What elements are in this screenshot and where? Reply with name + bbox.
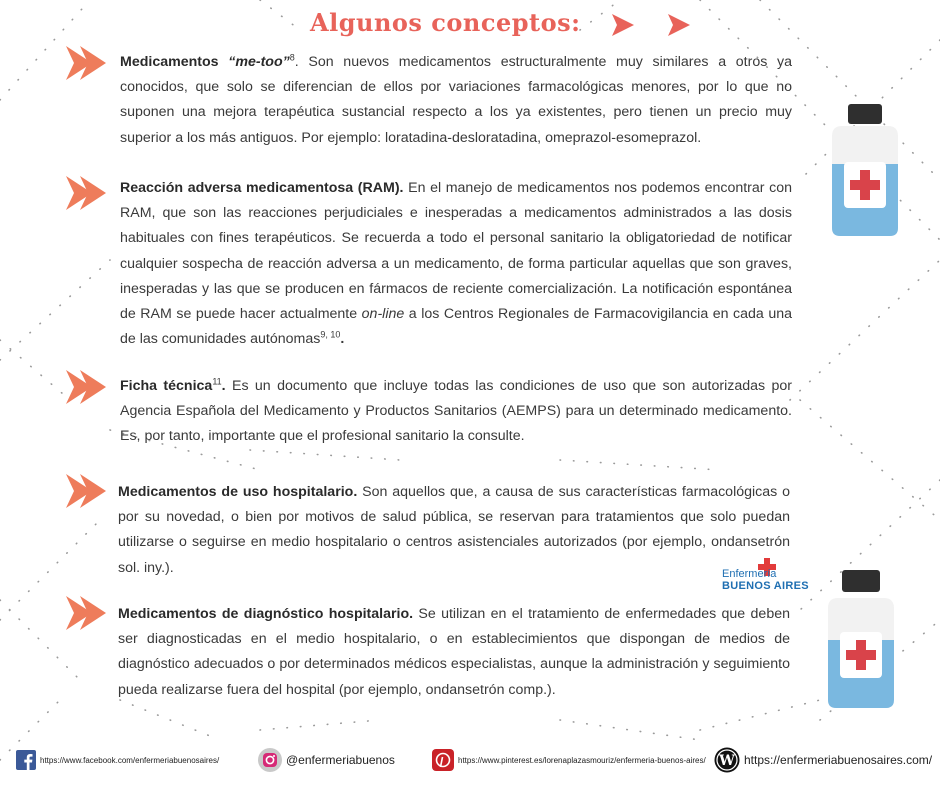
footer	[0, 744, 940, 778]
arrow-bullet-icon	[66, 370, 108, 404]
instagram-icon	[258, 748, 282, 772]
entry-term-italic: “me-too”	[228, 54, 290, 70]
logo-line2: BUENOS AIRES	[722, 580, 809, 592]
pinterest-link[interactable]: https://www.pinterest.es/lorenaplazasmouriz/enfermeria-buenos-aires/	[458, 755, 706, 765]
footer-pinterest[interactable]	[432, 749, 706, 771]
arrow-bullet-icon	[66, 176, 108, 210]
entry-body: Se utilizan en el tratamiento de enfermedades que deben ser diagnosticadas en el medio hospitalario, o en establecimientos que dispongan de medios de diagnóstico adecuados o por determinados médicos especialistas, aunque la administración y seguimiento pueda realizarse fuera del hospital (por ejemplo, ondansetrón comp.).	[118, 606, 790, 698]
entry-term: Medicamentos	[120, 54, 219, 70]
entry-body: . Son nuevos medicamentos estructuralmente muy similares a otros ya conocidos, que solo se diferencian de ellos por variaciones farmacológicas menores, por lo que no suponen una mejora terapéutica sustancial respecto a los ya existentes, pero tienen un precio muy superior a los más antiguos. Por ejemplo: loratadina-desloratadina, omeprazol-esomeprazol.	[120, 54, 792, 146]
footer-website[interactable]	[714, 747, 932, 773]
facebook-icon	[16, 750, 36, 770]
entry-ram	[120, 176, 792, 352]
svg-text:W: W	[719, 753, 735, 769]
entry-ficha-tecnica	[120, 374, 792, 450]
footnote-ref: 9, 10	[320, 329, 341, 340]
logo-line1: Enfermería	[722, 568, 777, 580]
footnote-ref: 11	[212, 376, 222, 387]
footer-facebook[interactable]	[16, 750, 219, 770]
instagram-handle[interactable]: @enfermeriabuenos	[286, 753, 395, 767]
entry-tail: .	[340, 331, 345, 348]
entry-term: Ficha técnica	[120, 378, 213, 394]
footer-instagram[interactable]	[258, 748, 395, 772]
arrow-bullet-icon	[66, 46, 108, 80]
arrow-bullet-icon	[66, 474, 108, 508]
pinterest-icon	[432, 749, 454, 771]
entry-body: En el manejo de medicamentos nos podemos encontrar con RAM, que son las reacciones perjudiciales e inesperadas a medicamentos administrados a las dosis habituales con fines terapéuticos. Se recuerda a todo el personal sanitario la obligatoriedad de notificar cualquier sospecha de reacción adversa a un medicamento, de forma particular aquellas que son graves, inesperadas y las que se producen en fármacos de reciente comercialización. La notificación espontánea de RAM se puede hacer actualmente	[120, 180, 792, 323]
wordpress-icon	[714, 747, 740, 773]
entry-body: Es un documento que incluye todas las condiciones de uso que son autorizadas por Agencia Española del Medicamento y Productos Sanitarios (AEMPS) para un determinado medicamento. Es, por tanto, importante que el profesional sanitario la consulte.	[120, 378, 792, 445]
title-arrows-icon	[612, 12, 694, 38]
entry-term: Medicamentos de diagnóstico hospitalario.	[118, 606, 414, 622]
website-link[interactable]: https://enfermeriabuenosaires.com/	[744, 753, 933, 767]
medicine-bottle-icon	[826, 104, 904, 238]
footnote-ref: 8	[289, 52, 295, 63]
entry-uso-hospitalario	[118, 480, 790, 581]
arrow-bullet-icon	[66, 596, 108, 630]
facebook-link[interactable]: https://www.facebook.com/enfermeriabuenosaires/	[40, 755, 220, 765]
entry-term-end: .	[221, 378, 226, 394]
entry-body-italic: on-line	[361, 306, 405, 323]
page-title: Algunos conceptos:	[310, 8, 581, 37]
medicine-bottle-icon	[822, 570, 900, 710]
entry-diagnostico-hospitalario	[118, 602, 790, 703]
entry-me-too	[120, 50, 792, 151]
entry-body-end: a los Centros Regionales de Farmacovigilancia en cada una de las comunidades autónomas	[120, 306, 792, 348]
entry-term: Medicamentos de uso hospitalario.	[118, 484, 358, 500]
enfermeria-logo	[720, 562, 810, 592]
entry-body: Son aquellos que, a causa de sus características farmacológicas o por su novedad, o bien por motivos de salud pública, se reservan para tratamientos que solo puedan utilizarse o seguirse en medio hospitalario o centros asistenciales autorizados (por ejemplo, ondansetrón sol. iny.).	[118, 484, 790, 576]
entry-term: Reacción adversa medicamentosa (RAM).	[120, 180, 404, 196]
